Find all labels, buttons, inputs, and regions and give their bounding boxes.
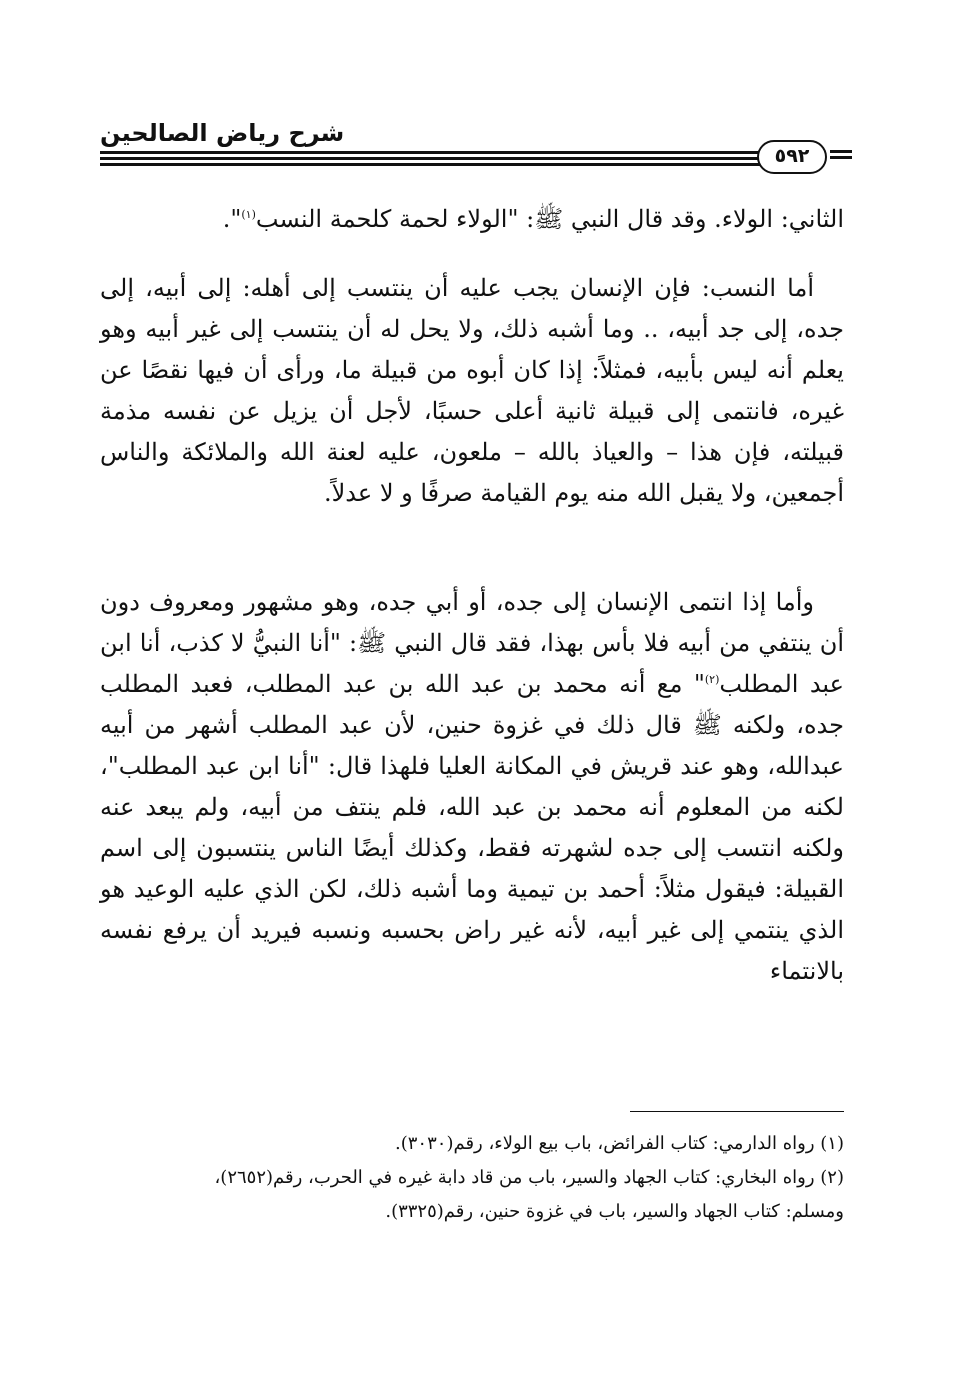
- footnotes: [100, 1127, 844, 1229]
- paragraph-text-cont: " مع أنه محمد بن عبد الله بن عبد المطلب، فعبد المطلب جده، ولكنه ﷺ قال ذلك في غزوة حنين، لأن عبد المطلب أشهر من أبيه عبدالله، وهو عند قريش في المكانة العليا فلهذا قال: "أنا ابن عبد المطلب"، لكنه من المعلوم أنه محمد بن عبد الله، فلم ينتف من أبيه، ولم يبعد عنه ولكنه انتسب إلى جده لشهرته فقط، وكذلك أيضًا الناس ينتسبون إلى اسم القبيلة: فيقول مثلاً: أحمد بن تيمية وما أشبه ذلك، لكن الذي عليه الوعيد هو الذي ينتمي إلى غير أبيه، لأنه غير راض بحسبه ونسبه فيريد أن يرفع نفسه بالانتماء: [100, 670, 844, 985]
- paragraph-intima: [100, 582, 844, 992]
- footnote-ref-2[interactable]: (٢): [704, 673, 720, 686]
- paragraph-text-end: ".: [222, 205, 242, 233]
- footnote-ref-1[interactable]: (١): [241, 208, 256, 221]
- paragraph-text: الثاني: الولاء. وقد قال النبي ﷺ: "الولاء لحمة كلحمة النسب: [255, 205, 844, 233]
- page-number-marker: [830, 150, 852, 164]
- footnote-2-line-1: (٢) رواه البخاري: كتاب الجهاد والسير، باب من قاد دابة غيره في الحرب، رقم(٢٦٥٢)،: [214, 1167, 844, 1188]
- header-rule: [100, 151, 760, 154]
- footnote-1: (١) رواه الدارمي: كتاب الفرائض، باب بيع الولاء، رقم(٣٠٣٠).: [395, 1133, 844, 1154]
- paragraph-text: أما النسب: فإن الإنسان يجب عليه أن ينتسب إلى أهله: إلى أبيه، إلى جده، إلى جد أبيه، .. وما أشبه ذلك، ولا يحل له أن ينتسب إلى غير أبيه وهو يعلم أنه ليس بأبيه، فمثلاً: إذا كان أبوه من قبيلة ما، ورأى أن فيها نقصًا عن غيره، فانتمى إلى قبيلة ثانية أعلى حسبًا، لأجل أن يزيل عن نفسه مذمة قبيلته، فإن هذا – والعياذ بالله – ملعون، عليه لعنة الله والملائكة والناس أجمعين، ولا يقبل الله منه يوم القيامة صرفًا و لا عدلاً.: [100, 274, 844, 507]
- footnote-2-line-2: ومسلم: كتاب الجهاد والسير، باب في غزوة حنين، رقم(٣٣٢٥).: [385, 1201, 844, 1222]
- header-rule: [100, 163, 760, 166]
- paragraph-walaa: [100, 199, 844, 240]
- running-header-title: شرح رياض الصالحين: [100, 119, 345, 147]
- footnote-separator: [630, 1111, 844, 1112]
- paragraph-nasab: [100, 268, 844, 514]
- paragraph-text: وأما إذا انتمى الإنسان إلى جده، أو أبي جده، وهو مشهور ومعروف دون أن ينتفي من أبيه فلا بأس بهذا، فقد قال النبي ﷺ: "أنا النبيُّ لا كذب، أنا ابن عبد المطلب: [100, 588, 844, 698]
- header-rule: [100, 157, 760, 160]
- page-number: ٥٩٢: [757, 140, 827, 174]
